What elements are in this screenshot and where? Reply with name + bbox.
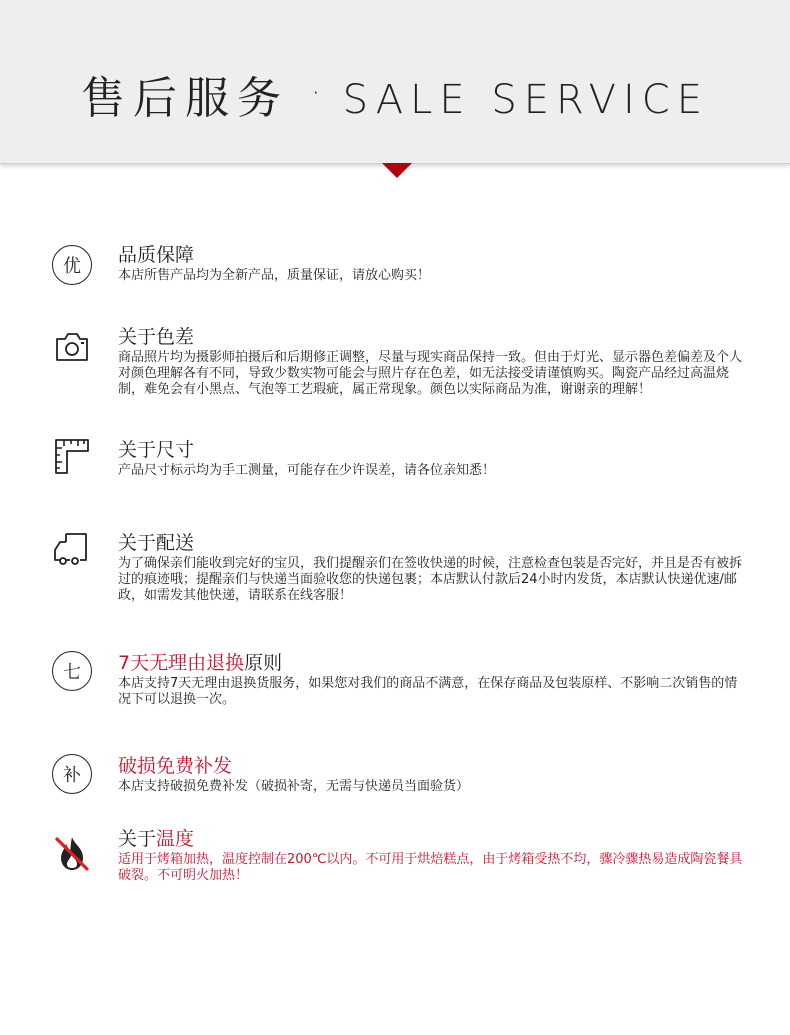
page-header [0,0,790,164]
title-chinese: 售后服务 [81,73,290,124]
camera-icon [52,327,92,367]
item-body: 产品尺寸标示均为手工测量，可能存在少许误差，请各位亲知悉！ [118,463,496,478]
ruler-icon [52,437,92,477]
seven-days-icon: 七 [52,651,92,691]
item-title: 关于色差 [118,326,195,348]
item-title [118,648,282,675]
title-separator: · [311,76,321,111]
item-title-rest: 原则 [244,652,283,674]
item-body: 本店所售产品均为全新产品，质量保证，请放心购买！ [118,268,431,283]
item-body: 本店支持破损免费补发（破损补寄，无需与快递员当面验货） [118,779,470,794]
title-english: SALE SERVICE [342,77,709,123]
quality-badge-icon: 优 [52,245,92,285]
item-body: 本店支持7天无理由退换货服务，如果您对我们的商品不满意，在保存商品及包装原样、不影响二次销售的情况下可以退换一次。 [118,676,738,707]
item-title-highlight: 温度 [156,828,195,850]
item-title-prefix: 关于 [118,828,157,850]
item-title: 品质保障 [118,244,195,266]
truck-icon [52,530,92,570]
item-title: 破损免费补发 [118,755,233,777]
item-body: 适用于烤箱加热，温度控制在200℃以内。不可用于烘焙糕点，由于烤箱受热不均，骤冷骤热易造成陶瓷餐具破裂。不可明火加热！ [118,852,743,883]
item-title [118,824,194,851]
header-pointer-triangle [382,163,412,178]
item-body: 商品照片均为摄影师拍摄后和后期修正调整，尽量与现实商品保持一致。但由于灯光、显示器色差偏差及个人对颜色理解各有不同，导致少数实物可能会与照片存在色差，如无法接受请谨慎购买。陶瓷产品经过高温烧制，难免会有小黑点、气泡等工艺瑕疵，属正常现象。颜色以实际商品为准，谢谢亲的理解！ [118,350,743,397]
compensation-icon: 补 [52,754,92,794]
page-title [0,62,790,126]
no-fire-icon [52,834,92,874]
item-title-highlight: 7天无理由退换 [118,652,245,674]
item-title: 关于尺寸 [118,439,195,461]
item-title: 关于配送 [118,532,195,554]
item-body: 为了确保亲们能收到完好的宝贝，我们提醒亲们在签收快递的时候，注意检查包装是否完好，并且是否有被拆过的痕迹哦；提醒亲们与快递当面验收您的快递包裹；本店默认付款后24小时内发货，本店默认快递优速/邮政，如需发其他快递，请联系在线客服！ [118,556,743,603]
